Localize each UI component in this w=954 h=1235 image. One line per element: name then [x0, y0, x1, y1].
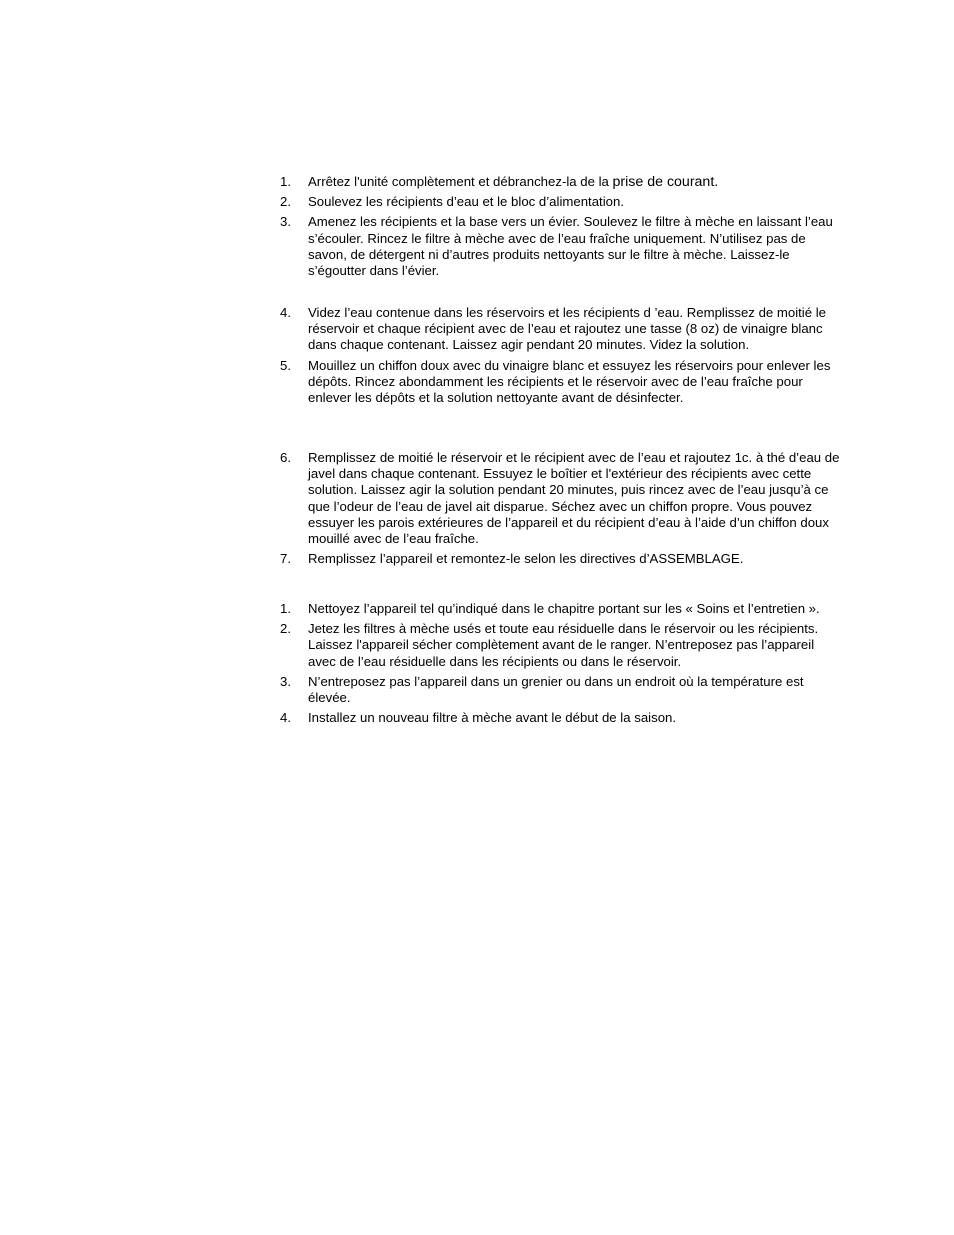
item-number: 4. [280, 710, 291, 726]
item-number: 2. [280, 621, 291, 637]
item-number: 1. [280, 601, 291, 616]
item-text [308, 174, 840, 190]
item-text: Soulevez les récipients d’eau et le bloc d’alimentation. [308, 194, 624, 210]
item-number: 3. [280, 214, 291, 230]
item-text: Mouillez un chiffon doux avec du vinaigre blanc et essuyez les réservoirs pour enlever les dépôts. Rincez abondamment les récipients et le réservoir avec de l’eau fraîche pour enlever les dépôts et la solution nettoyante avant de désinfecter. [308, 357, 831, 406]
item-text: N’entreposez pas l’appareil dans un grenier ou dans un endroit où la température est élevée. [308, 673, 804, 706]
list-item [280, 214, 840, 279]
item-text: Videz l’eau contenue dans les réservoirs et les récipients d ’eau. Remplissez de moitié le réservoir et chaque récipient avec de l’eau et rajoutez une tasse (8 oz) de vinaigre blanc dans chaque contenant. Laissez agir pendant 20 minutes. Videz la solution. [308, 305, 827, 353]
list-item [280, 601, 840, 617]
item-number: 6. [280, 450, 291, 465]
list-item [280, 674, 840, 706]
item-text-tail: prise de courant. [612, 174, 719, 190]
item-number: 4. [280, 305, 291, 320]
item-number: 7. [280, 551, 291, 567]
item-text: Nettoyez l’appareil tel qu’indiqué dans le chapitre portant sur les « Soins et l’entretien ». [308, 601, 820, 616]
cleaning-steps-list-a [280, 174, 840, 283]
item-text: Remplissez l’appareil et remontez-le selon les directives d’ASSEMBLAGE. [308, 551, 744, 567]
cleaning-steps-list-b [280, 305, 840, 410]
list-item [280, 621, 840, 670]
list-item [280, 358, 840, 407]
item-text-main: Arrêtez l'unité complètement et débranchez-la de la [308, 174, 613, 189]
list-item [280, 305, 840, 354]
item-text: Jetez les filtres à mèche usés et toute eau résiduelle dans le réservoir ou les récipients. Laissez l'appareil sécher complètement avant de le ranger. N’entreposez pas l’appareil avec de l’eau résiduelle dans les récipients ou dans le réservoir. [308, 621, 819, 669]
storage-steps-list [280, 601, 840, 730]
list-item [280, 710, 840, 726]
item-text: Installez un nouveau filtre à mèche avant le début de la saison. [308, 710, 677, 726]
item-number: 5. [280, 357, 291, 373]
list-item [280, 551, 840, 567]
item-text: Amenez les récipients et la base vers un évier. Soulevez le filtre à mèche en laissant l’eau s’écouler. Rincez le filtre à mèche avec de l’eau fraîche uniquement. N’utilisez pas de savon, de détergent ni d’autres produits nettoyants sur le filtre à mèche. Laissez-le s’égoutter dans l’évier. [308, 214, 833, 279]
item-number: 2. [280, 194, 291, 210]
item-number: 1. [280, 174, 291, 189]
cleaning-steps-list-c [280, 450, 840, 571]
item-number: 3. [280, 673, 291, 689]
item-text: Remplissez de moitié le réservoir et le récipient avec de l’eau et rajoutez 1c. à thé d’eau de javel dans chaque contenant. Essuyez le boîtier et l'extérieur des récipients avec cette solution. Laissez agir la solution pendant 20 minutes, puis rincez avec de l’eau jusqu’à ce que l’odeur de l’eau de javel ait disparue. Séchez avec un chiffon propre. Vous pouvez essuyer les parois extérieures de l’appareil et du récipient d’eau à l’aide d’un chiffon doux mouillé avec de l’eau fraîche. [308, 450, 840, 547]
list-item [280, 450, 840, 547]
list-item [280, 174, 840, 190]
list-item [280, 194, 840, 210]
